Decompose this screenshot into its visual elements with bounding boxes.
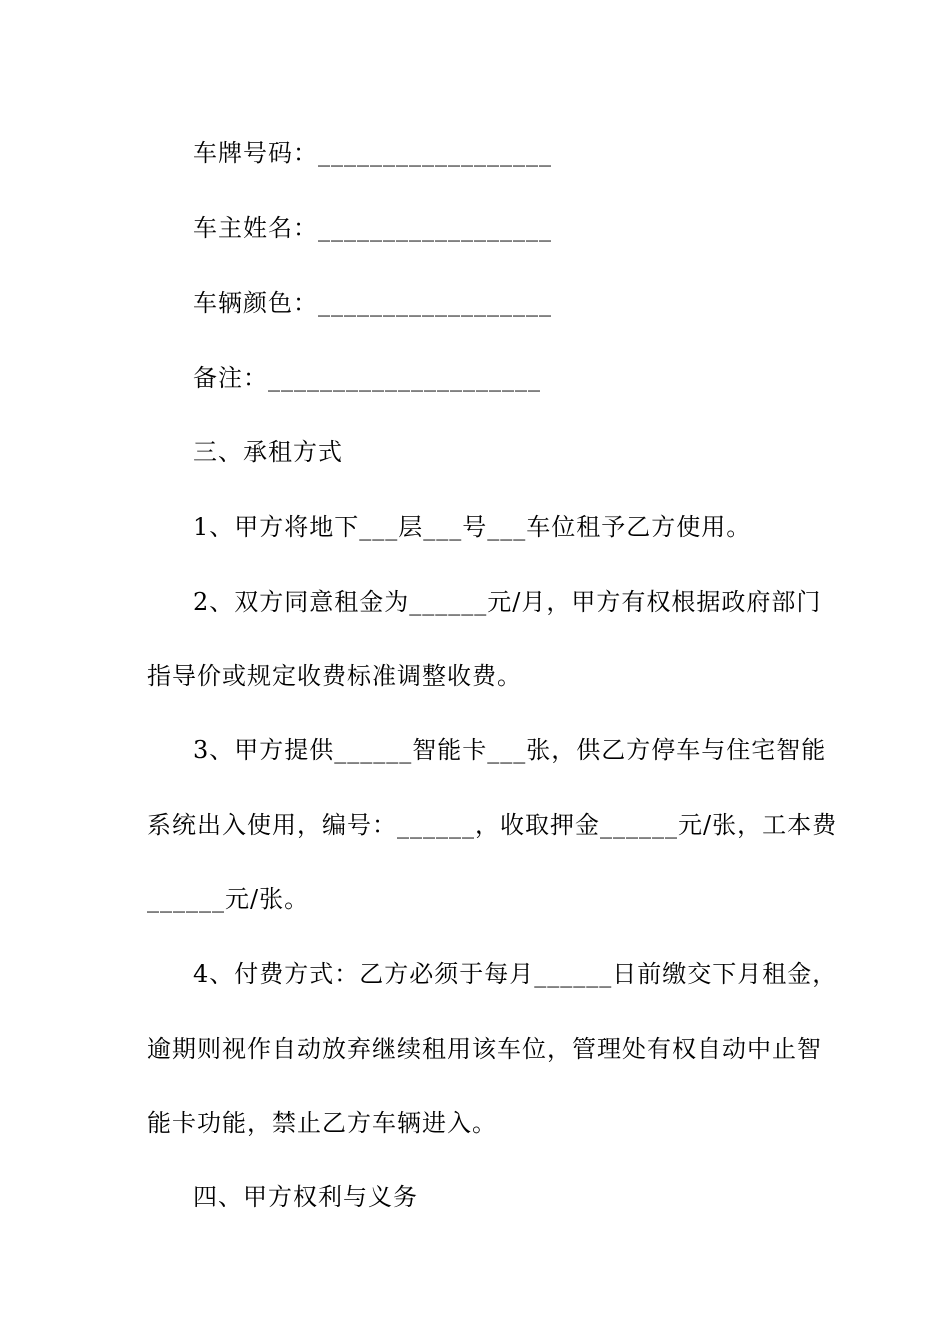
- license-plate-field: 车牌号码：__________________: [193, 139, 552, 167]
- section-heading-party-a-rights: 四、甲方权利与义务: [193, 1183, 418, 1211]
- clause-3-line-2: 系统出入使用，编号：______，收取押金______元/张，工本费: [147, 811, 838, 839]
- clause-2-line-1: 2、双方同意租金为______元/月，甲方有权根据政府部门: [193, 588, 822, 616]
- clause-4-line-3: 能卡功能，禁止乙方车辆进入。: [147, 1109, 497, 1137]
- vehicle-color-field: 车辆颜色：__________________: [193, 289, 552, 317]
- clause-2-line-2: 指导价或规定收费标准调整收费。: [147, 662, 522, 690]
- clause-1: 1、甲方将地下___层___号___车位租予乙方使用。: [193, 513, 752, 541]
- section-heading-rental-method: 三、承租方式: [193, 438, 343, 466]
- clause-3-line-3: ______元/张。: [147, 885, 310, 913]
- clause-3-line-1: 3、甲方提供______智能卡___张，供乙方停车与住宅智能: [193, 736, 827, 764]
- clause-4-line-2: 逾期则视作自动放弃继续租用该车位，管理处有权自动中止智: [147, 1035, 822, 1063]
- owner-name-field: 车主姓名：__________________: [193, 214, 552, 242]
- remarks-field: 备注：_____________________: [193, 364, 541, 392]
- clause-4-line-1: 4、付费方式：乙方必须于每月______日前缴交下月租金，: [193, 960, 838, 988]
